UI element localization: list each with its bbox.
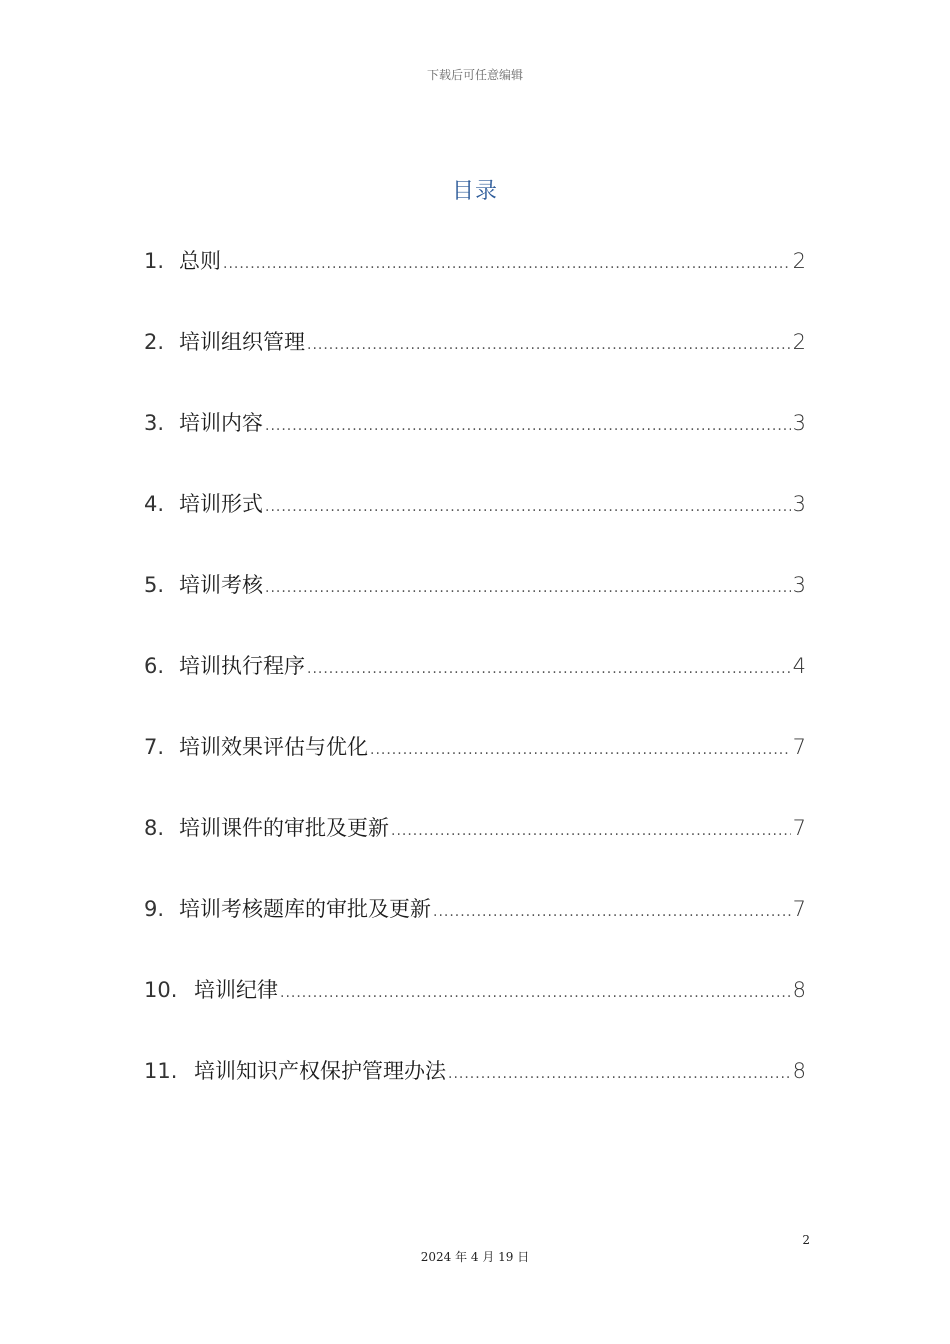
toc-entry-number: 5. <box>144 573 165 597</box>
toc-entry-number: 11. <box>144 1059 178 1083</box>
toc-entry-9[interactable] <box>144 891 806 972</box>
toc-dot-leader <box>307 327 791 363</box>
toc-entry-page: 7 <box>792 816 806 840</box>
toc-dot-leader <box>265 570 791 606</box>
toc-entry-5[interactable] <box>144 567 806 648</box>
toc-entry-page: 2 <box>792 249 806 273</box>
toc-entry-page: 7 <box>792 735 806 759</box>
toc-entry-label: 培训考核 <box>179 573 263 597</box>
toc-entry-6[interactable] <box>144 648 806 729</box>
toc-dot-leader <box>223 246 791 282</box>
toc-entry-label: 培训考核题库的审批及更新 <box>179 897 431 921</box>
toc-entry-page: 7 <box>792 897 806 921</box>
toc-dot-leader <box>307 651 791 687</box>
toc-dot-leader <box>370 732 791 768</box>
toc-entry-7[interactable] <box>144 729 806 810</box>
toc-entry-page: 8 <box>792 978 806 1002</box>
toc-entry-page: 8 <box>792 1059 806 1083</box>
toc-entry-2[interactable] <box>144 324 806 405</box>
toc-dot-leader <box>265 489 791 525</box>
toc-entry-number: 10. <box>144 978 178 1002</box>
toc-entry-label: 培训组织管理 <box>179 330 305 354</box>
table-of-contents <box>144 243 806 1134</box>
toc-entry-8[interactable] <box>144 810 806 891</box>
toc-entry-number: 3. <box>144 411 165 435</box>
toc-dot-leader <box>391 813 791 849</box>
toc-dot-leader <box>433 894 791 930</box>
toc-entry-label: 培训课件的审批及更新 <box>179 816 389 840</box>
toc-title: 目录 <box>451 179 498 204</box>
toc-entry-label: 培训知识产权保护管理办法 <box>194 1059 446 1083</box>
toc-entry-number: 7. <box>144 735 165 759</box>
toc-entry-label: 培训内容 <box>179 411 263 435</box>
toc-entry-3[interactable] <box>144 405 806 486</box>
header-note: 下载后可任意编辑 <box>426 68 523 82</box>
toc-entry-label: 培训形式 <box>179 492 263 516</box>
toc-entry-1[interactable] <box>144 243 806 324</box>
toc-dot-leader <box>265 408 791 444</box>
toc-entry-label: 培训效果评估与优化 <box>179 735 368 759</box>
toc-entry-number: 9. <box>144 897 165 921</box>
toc-dot-leader <box>280 975 791 1011</box>
toc-entry-number: 1. <box>144 249 165 273</box>
page-number: 2 <box>802 1233 810 1247</box>
toc-entry-4[interactable] <box>144 486 806 567</box>
toc-entry-number: 8. <box>144 816 165 840</box>
toc-entry-number: 4. <box>144 492 165 516</box>
toc-entry-label: 总则 <box>179 249 221 273</box>
toc-entry-page: 2 <box>792 330 806 354</box>
toc-entry-page: 3 <box>792 573 806 597</box>
toc-dot-leader <box>448 1056 791 1092</box>
toc-entry-number: 6. <box>144 654 165 678</box>
toc-entry-10[interactable] <box>144 972 806 1053</box>
toc-entry-label: 培训执行程序 <box>179 654 305 678</box>
toc-entry-11[interactable] <box>144 1053 806 1134</box>
toc-entry-page: 3 <box>792 411 806 435</box>
toc-entry-label: 培训纪律 <box>194 978 278 1002</box>
toc-entry-number: 2. <box>144 330 165 354</box>
footer-date: 2024 年 4 月 19 日 <box>420 1250 530 1264</box>
toc-entry-page: 3 <box>792 492 806 516</box>
toc-entry-page: 4 <box>792 654 806 678</box>
